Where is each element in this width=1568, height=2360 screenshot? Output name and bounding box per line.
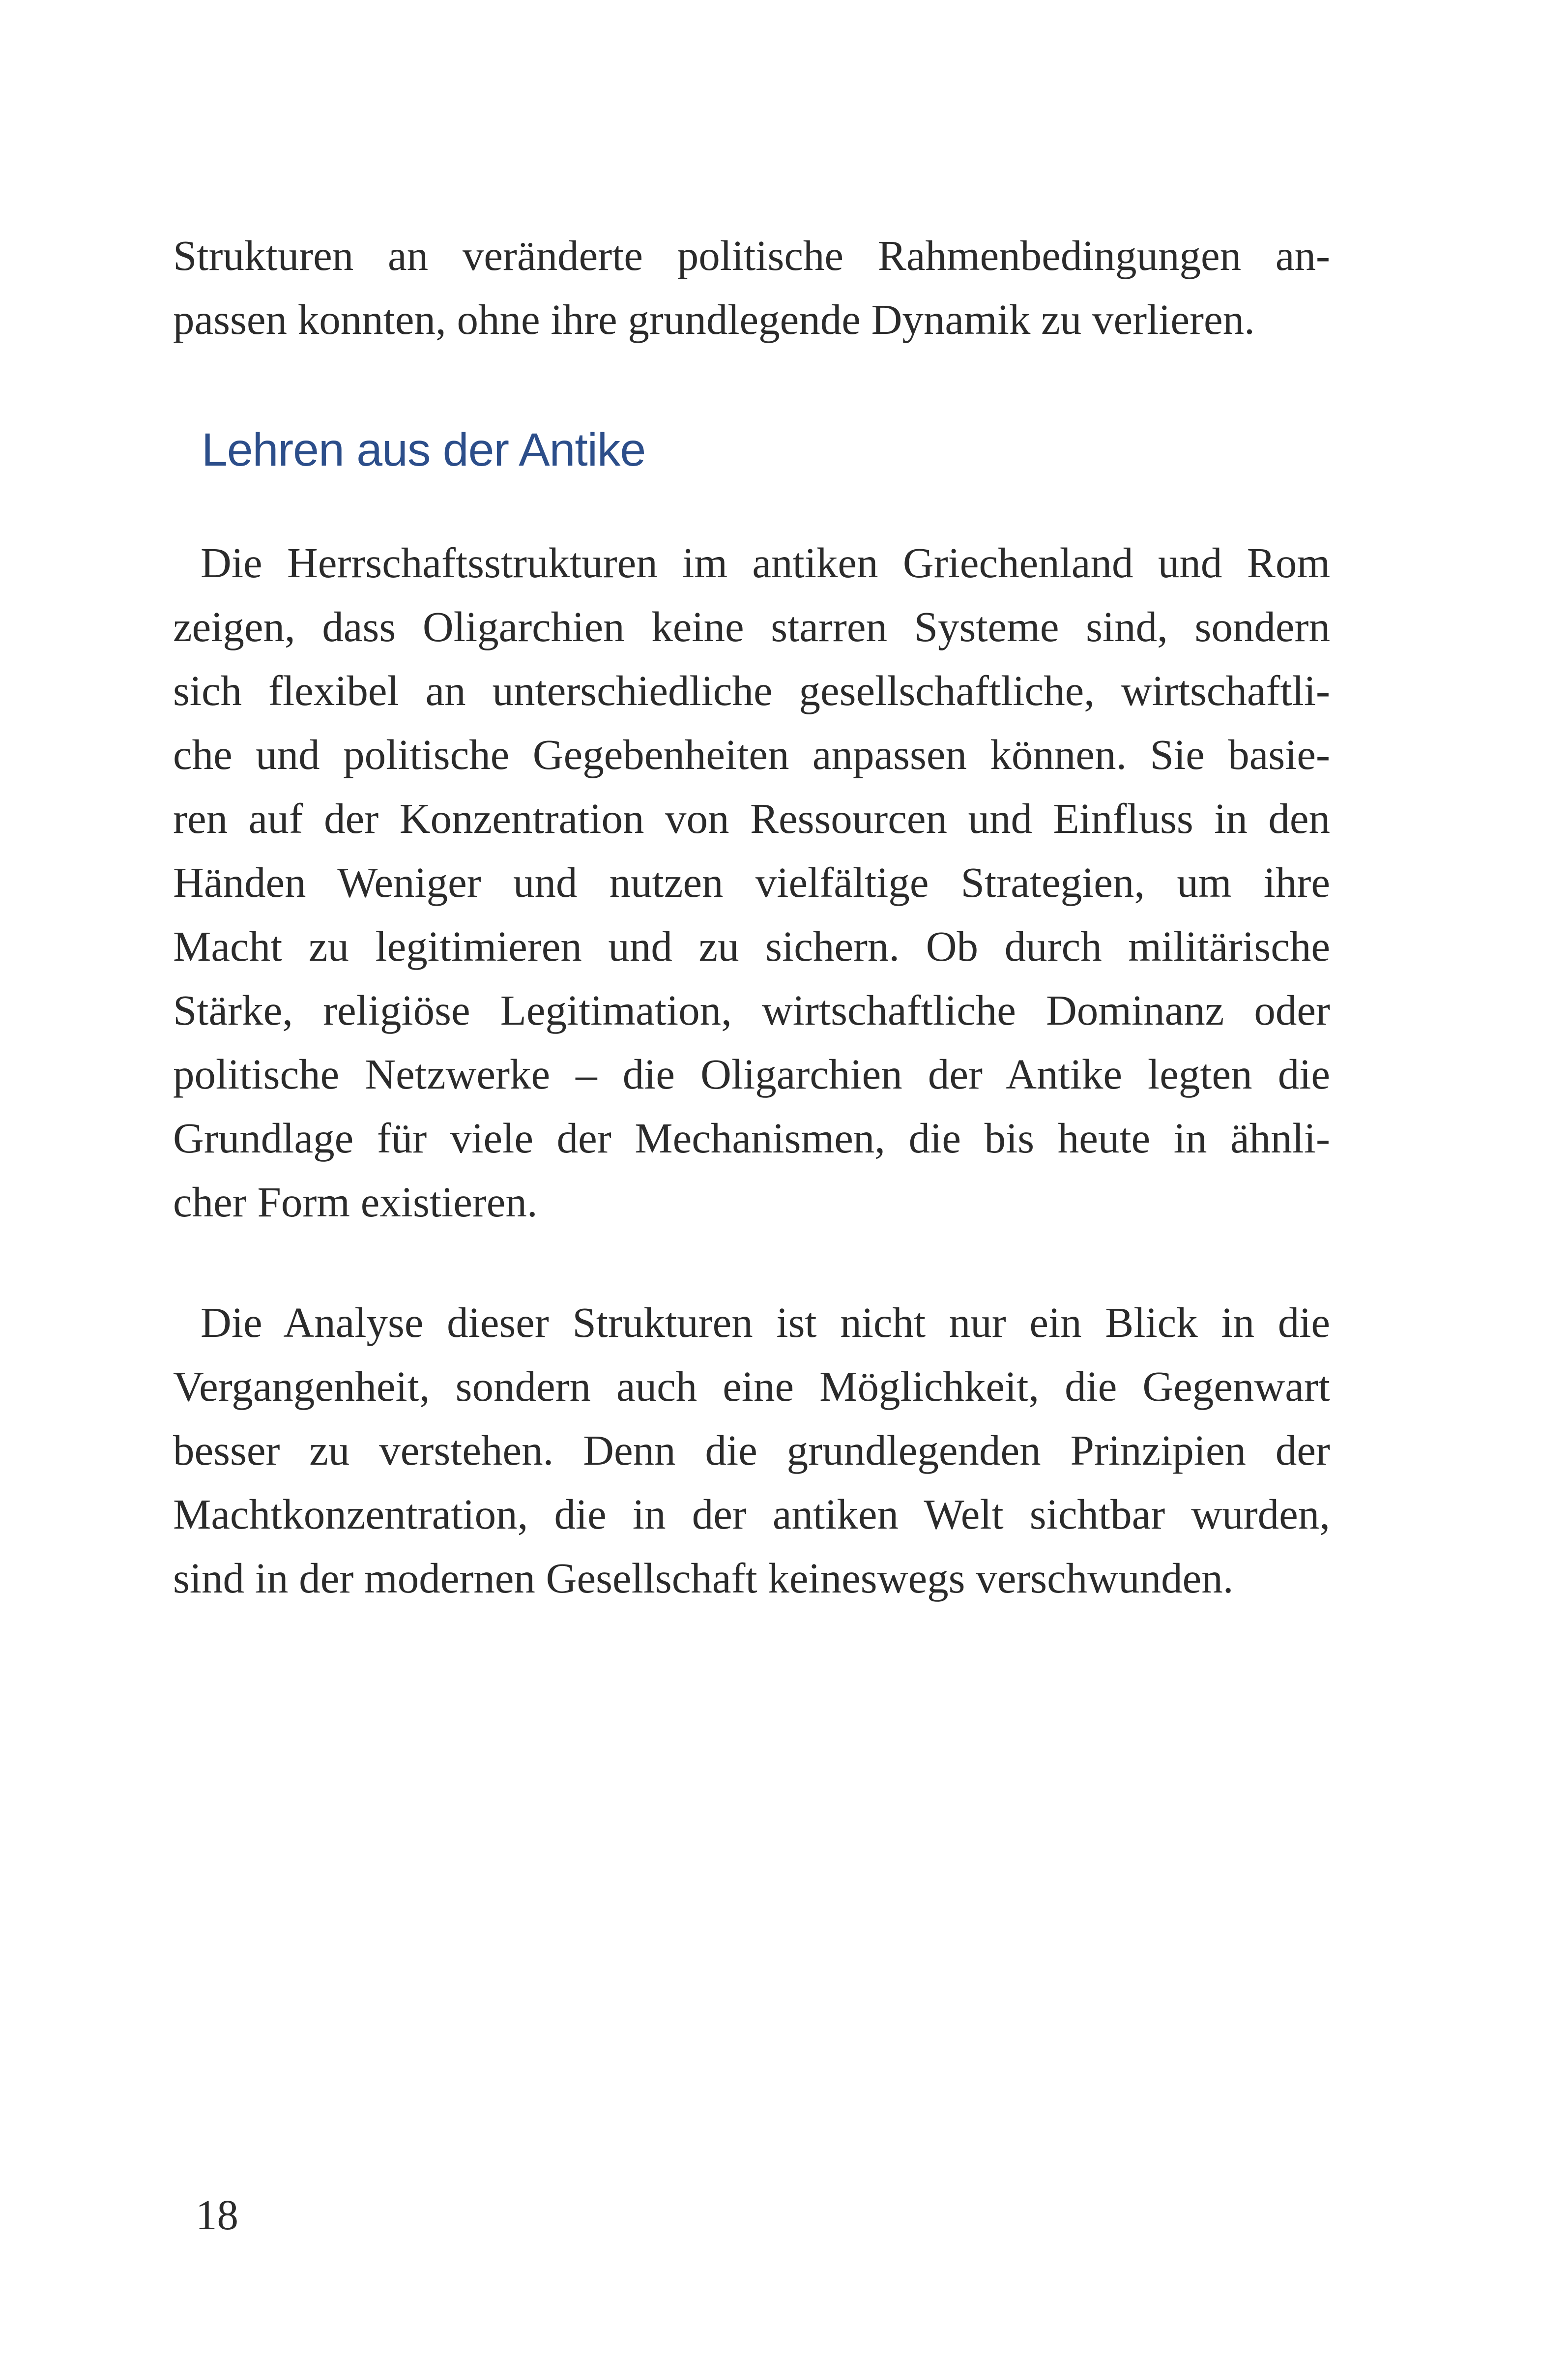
text-line: zeigen, dass Oligarchien keine starren Systeme sind, sondern xyxy=(173,603,1330,650)
text-line: besser zu verstehen. Denn die grundlegenden Prinzipien der xyxy=(173,1426,1330,1474)
section-heading: Lehren aus der Antike xyxy=(202,424,646,476)
page-number: 18 xyxy=(196,2191,238,2239)
text-line: cher Form existieren. xyxy=(173,1178,538,1226)
body-paragraph-2 xyxy=(173,1291,1330,1610)
text-line: Grundlage für viele der Mechanismen, die bis heute in ähnli- xyxy=(173,1114,1330,1162)
text-line: Stärke, religiöse Legitimation, wirtschaftliche Dominanz oder xyxy=(173,986,1330,1034)
text-line: Macht zu legitimieren und zu sichern. Ob durch militärische xyxy=(173,922,1330,970)
text-line: Strukturen an veränderte politische Rahmenbedingungen an- xyxy=(173,232,1330,279)
text-line: ren auf der Konzentration von Ressourcen und Einfluss in den xyxy=(173,795,1330,842)
text-line: sich flexibel an unterschiedliche gesellschaftliche, wirtschaftli- xyxy=(173,667,1330,714)
text-line: Vergangenheit, sondern auch eine Möglichkeit, die Gegenwart xyxy=(173,1362,1330,1410)
text-line: Die Analyse dieser Strukturen ist nicht nur ein Blick in die xyxy=(201,1298,1330,1346)
text-line: passen konnten, ohne ihre grundlegende Dynamik zu verlieren. xyxy=(173,295,1255,343)
body-paragraph-1 xyxy=(173,531,1330,1234)
text-line: sind in der modernen Gesellschaft keineswegs verschwunden. xyxy=(173,1554,1234,1602)
text-line: politische Netzwerke – die Oligarchien der Antike legten die xyxy=(173,1050,1330,1098)
text-line: che und politische Gegebenheiten anpassen können. Sie basie- xyxy=(173,731,1330,778)
text-line: Machtkonzentration, die in der antiken Welt sichtbar wurden, xyxy=(173,1490,1330,1538)
text-line: Die Herrschaftsstrukturen im antiken Griechenland und Rom xyxy=(201,539,1330,587)
text-line: Händen Weniger und nutzen vielfältige Strategien, um ihre xyxy=(173,858,1330,906)
intro-paragraph xyxy=(173,224,1330,352)
